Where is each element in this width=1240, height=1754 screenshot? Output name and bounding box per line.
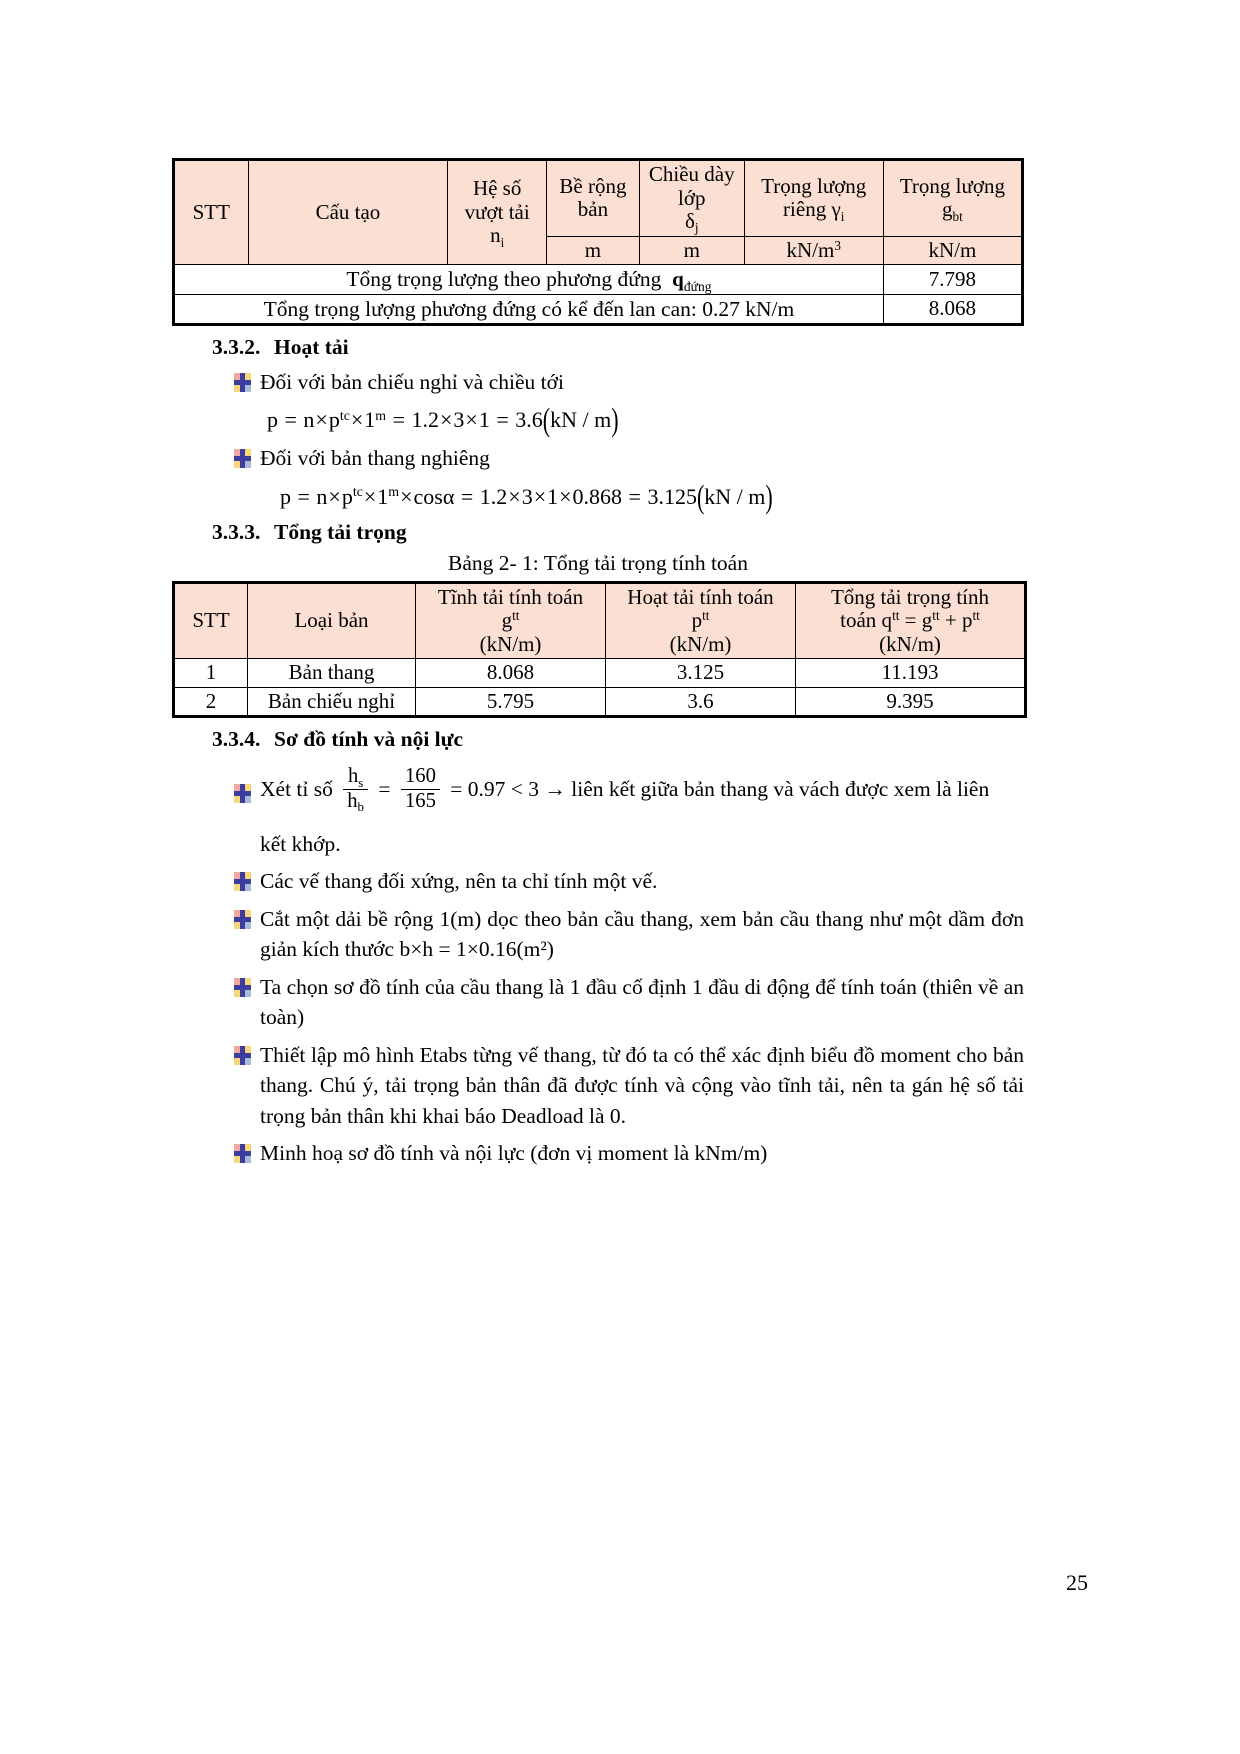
cell-loai-ban: Bản thang [248,659,416,688]
th2-tong-tai-p: + p [939,608,973,633]
heading-3-3-4-title: Sơ đồ tính và nội lực [274,727,464,752]
formula-times-5: × [533,483,547,509]
formula-v3: 1 [547,483,559,509]
th-unit-trong-luong-rieng-text: kN/m [786,237,835,262]
th2-loai-ban: Loại bản [248,582,416,659]
cross-bullet-icon [234,978,251,997]
table-row-summary-1 [174,265,1023,295]
formula-hoat-tai-ban-chieu-nghi [267,400,1024,439]
th-be-rong-ban: Bề rộng bản [547,160,640,237]
heading-3-3-2-title: Hoạt tải [274,334,349,359]
page-content [172,158,1024,1172]
ti-so-value: 0.97 [467,777,506,802]
th2-tinh-tai-unit: (kN/m) [479,631,542,656]
table-row-header-main [174,160,1023,237]
bullet-item [234,443,1024,474]
th-trong-luong-gbt [883,160,1022,237]
formula-v2: 3 [521,483,533,509]
summary-symbol-1-sub: đứng [683,278,712,294]
cross-bullet-icon [234,1144,251,1163]
fraction-numerator: 160 [401,766,440,790]
heading-3-3-3-number: 3.3.3. [212,519,261,544]
formula-eq-2: = [460,483,474,509]
th2-hoat-tai-line1: Hoạt tải tính toán [627,584,774,609]
bullet-label [260,765,1024,815]
ti-so-eq-1: = [378,777,391,802]
th-trong-luong-gbt-index: bt [952,208,963,224]
table-tong-tai-trong [172,581,1027,719]
th2-tinh-tai-symbol: g [501,608,513,633]
fraction-denominator: 165 [404,789,436,812]
table-cau-tao-trong-luong [172,158,1024,326]
fraction-numerator-sub: s [358,774,364,790]
heading-3-3-4-number: 3.3.4. [212,727,261,752]
th2-tinh-tai-sup: tt [512,608,520,624]
bullet-item [234,1138,1024,1169]
formula-result: 3.6 [515,407,543,433]
fraction-denominator [343,790,368,813]
ti-so-eq-2: = [450,777,463,802]
th-stt: STT [174,160,249,265]
cross-bullet-icon [234,872,251,891]
formula-v1: 1.2 [479,483,508,509]
bullet-label: Cắt một dải bề rộng 1(m) dọc theo bản cầu thang, xem bản cầu thang như một dầm đơn giản kích thước b×h = 1×0.16(m²) [260,906,1024,962]
formula-eq: = [297,483,310,509]
formula-v2: 3 [453,407,465,433]
th-trong-luong-rieng-label: Trọng lượng riêng [761,173,867,222]
ti-so-suffix: liên kết giữa bản thang và vách được xem là liên [571,777,990,802]
summary-value-1: 7.798 [883,265,1022,295]
cross-bullet-icon [234,449,251,468]
bullet-label: Đối với bản thang nghiêng [260,446,490,471]
th2-hoat-tai-symbol: p [691,608,703,633]
th-trong-luong-rieng-index: i [840,208,845,224]
th-unit-trong-luong-rieng [744,236,883,265]
cell-tinh-tai: 8.068 [416,659,606,688]
th2-tinh-tai-line1: Tĩnh tải tính toán [437,584,584,609]
heading-3-3-3 [212,520,1024,545]
th-unit-trong-luong-gbt: kN/m [883,236,1022,265]
bullet-continuation-ket-khop: kết khớp. [260,831,341,856]
th-chieu-day-lop-label: Chiều dày lớp [648,162,735,210]
heading-3-3-2-number: 3.3.2. [212,334,261,359]
th2-tong-tai-sup3: tt [972,608,980,624]
fraction-hs-hb [343,765,368,815]
formula-times: × [315,407,328,433]
bullet-item [234,904,1024,965]
th-unit-chieu-day: m [639,236,744,265]
fraction-denominator-text: h [347,789,358,812]
formula-alpha: α [442,483,455,509]
th-chieu-day-symbol: δ [684,209,695,234]
summary-label-2: Tổng trọng lượng phương đứng có kể đến lan can: 0.27 kN/m [174,294,884,324]
ti-so-three: 3 [528,777,540,802]
formula-ptc: p [328,407,340,433]
summary-value-2: 8.068 [883,294,1022,324]
formula-n: n [303,407,315,433]
bullet-label: Ta chọn sơ đồ tính của cầu thang là 1 đầu cố định 1 đầu di động để tính toán (thiên về an toàn) [260,974,1024,1030]
bullet-label: Thiết lập mô hình Etabs từng vế thang, từ đó ta có thể xác định biểu đồ moment cho bản thang. Chú ý, tải trọng bản thân đã được tính và cộng vào tĩnh tải, nên ta gán hệ số tải trọng bản thân khi khai báo Deadload là 0. [260,1042,1024,1128]
summary-symbol-1: q [672,267,684,292]
bullet-label: Các vế thang đối xứng, nên ta chỉ tính một vế. [260,869,658,894]
formula-paren-close: ) [765,477,773,515]
formula-times-2: × [350,407,364,433]
formula-lhs: p [267,407,278,433]
formula-v1: 1.2 [411,407,439,433]
cross-bullet-icon [234,910,251,929]
formula-paren-open: ( [696,477,705,515]
th2-tong-tai-g: = g [899,608,933,633]
formula-ptc-sup: tc [339,407,350,423]
cell-tinh-tai: 5.795 [416,687,606,717]
bullet-item-ti-so [234,765,1024,815]
bullet-item [234,866,1024,897]
formula-n: n [316,483,328,509]
bullet-item [234,972,1024,1033]
summary-label-1 [174,265,884,295]
cross-bullet-icon [234,784,251,803]
formula-unit: kN / m [704,483,766,509]
th-chieu-day-index: j [694,220,699,236]
th-he-so-vuot-tai [448,160,547,265]
formula-lhs: p [280,483,291,509]
bullet-item [234,367,1024,398]
cell-loai-ban: Bản chiếu nghỉ [248,687,416,717]
heading-3-3-3-title: Tổng tải trọng [274,519,407,544]
cell-tong-tai: 9.395 [796,687,1026,717]
th-trong-luong-gbt-label: Trọng lượng [899,173,1005,198]
formula-times: × [328,483,341,509]
th2-stt: STT [174,582,248,659]
th-trong-luong-rieng [744,160,883,237]
th2-hoat-tai [606,582,796,659]
formula-times-6: × [559,483,572,509]
cross-bullet-icon [234,373,251,392]
cell-stt: 1 [174,659,248,688]
table-row-summary-2 [174,294,1023,324]
fraction-denominator-sub: b [357,799,365,815]
formula-paren-open: ( [542,400,551,439]
formula-times-4: × [508,483,521,509]
fraction-numerator [343,766,368,790]
formula-one: 1 [377,483,389,509]
table-row [174,687,1026,717]
cell-hoat-tai: 3.6 [606,687,796,717]
th2-tong-tai-sup1: tt [892,608,900,624]
th2-tinh-tai [416,582,606,659]
th-trong-luong-gbt-symbol: g [942,197,953,222]
formula-times-3: × [439,407,453,433]
formula-one-sup: m [375,407,387,423]
formula-cos: cos [413,483,443,509]
formula-eq-3: = [496,407,509,433]
formula-times-3: × [400,483,413,509]
ti-so-prefix: Xét tỉ số [260,777,333,802]
formula-result: 3.125 [647,483,697,509]
heading-3-3-4 [212,727,1024,752]
heading-3-3-2 [212,335,1024,360]
formula-eq: = [284,407,297,433]
th2-tong-tai [796,582,1026,659]
formula-one-sup: m [388,484,400,500]
formula-eq-2: = [392,407,405,433]
fraction-160-165 [401,766,440,812]
th2-hoat-tai-sup: tt [702,608,710,624]
th-he-so-vuot-tai-index: i [500,234,505,250]
th-trong-luong-rieng-symbol: γ [831,197,841,222]
ti-so-lt: < [510,777,523,802]
bullet-label: Minh hoạ sơ đồ tính và nội lực (đơn vị moment là kNm/m) [260,1141,768,1166]
th2-hoat-tai-unit: (kN/m) [669,631,732,656]
formula-times-2: × [363,483,377,509]
bullet-label: Đối với bản chiếu nghỉ và chiều tới [260,369,564,394]
formula-v3: 1 [478,407,490,433]
th-chieu-day-lop [639,160,744,237]
formula-unit: kN / m [550,407,612,433]
formula-ptc-sup: tc [352,484,363,500]
th2-tong-tai-sup2: tt [932,608,940,624]
cell-tong-tai: 11.193 [796,659,1026,688]
formula-hoat-tai-ban-thang-nghieng [280,477,1024,515]
cell-hoat-tai: 3.125 [606,659,796,688]
table-row [174,659,1026,688]
formula-one: 1 [364,407,376,433]
th2-tong-tai-line1: Tổng tải trọng tính [830,584,990,609]
summary-label-1-text: Tổng trọng lượng theo phương đứng [346,267,662,292]
fraction-numerator-text: h [347,765,359,788]
th-he-so-vuot-tai-symbol: n [490,223,501,248]
th-unit-be-rong: m [547,236,640,265]
formula-eq-3: = [628,483,641,509]
bullet-item [234,1040,1024,1132]
formula-paren-close: ) [611,400,619,439]
formula-times-4: × [465,407,478,433]
cross-bullet-icon [234,1046,251,1065]
table-caption-bang-2-1: Bảng 2- 1: Tổng tải trọng tính toán [448,550,748,575]
th2-tong-tai-q: toán q [840,608,893,633]
table-row-header [174,582,1026,659]
page-number: 25 [1066,1570,1088,1595]
formula-v4: 0.868 [572,483,623,509]
th2-tong-tai-unit: (kN/m) [879,631,941,656]
th-unit-trong-luong-rieng-exp: 3 [834,237,841,253]
th-he-so-vuot-tai-label: Hệ số vượt tải [464,176,530,224]
ti-so-arrow: → [544,777,566,802]
cell-stt: 2 [174,687,248,717]
th-cau-tao: Cấu tạo [248,160,448,265]
formula-ptc: p [341,483,353,509]
